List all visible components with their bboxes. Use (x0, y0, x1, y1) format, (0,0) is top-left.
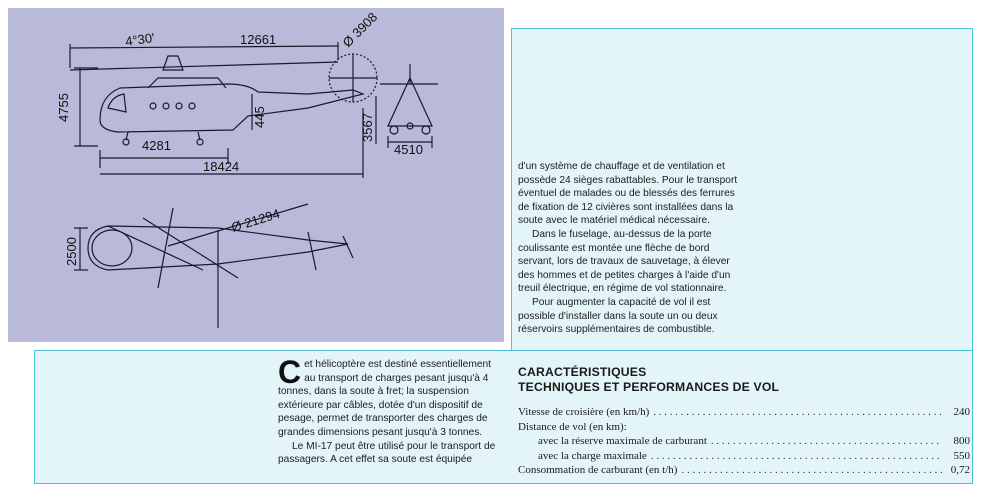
spec-label: avec la réserve maximale de carburant (538, 435, 707, 447)
leader-dots (711, 434, 942, 449)
dim-rotor-tilt: 4°30' (124, 30, 156, 49)
dim-width: 4510 (394, 142, 423, 157)
dim-cabin-height: 445 (252, 106, 267, 128)
spec-label: Vitesse de croisière (en km/h) (518, 406, 650, 418)
spec-row (518, 405, 970, 420)
drop-cap: C (278, 354, 302, 390)
leader-dots (681, 463, 942, 478)
spec-row (518, 420, 970, 435)
dim-overall-length: 18424 (203, 159, 240, 174)
dim-length-rotor: 12661 (240, 32, 277, 47)
dim-tail-rotor-diameter: Ø 3908 (339, 9, 381, 51)
rotor-hub (163, 56, 183, 70)
spec-value: 240 (953, 406, 970, 418)
leader-dots (653, 405, 942, 420)
spec-label: avec la charge maximale (538, 449, 647, 462)
technical-drawing-panel (8, 8, 504, 342)
dim-rotor-diameter: Ø 21294 (229, 205, 282, 235)
intro-paragraph-text: et hélicoptère est destiné essentiellement au transport de charges pesant jusqu'à 4 tonnes, dans la soute à fret; la suspension extérieure par câbles, dotée d'un dispositif de pesage, permet de transporter des charges de grandes dimensions pesant jusqu'à 3 tonnes. (278, 359, 491, 438)
dim-tail-height: 3567 (360, 113, 375, 142)
front-view-fuselage (388, 78, 432, 126)
paragraph: Pour augmenter la capacité de vol il est possible d'installer dans la soute un ou deux réservoirs supplémentaires de combustible. (518, 296, 718, 336)
paragraph: d'un système de chauffage et de ventilation et possède 24 sièges rabattables. Pour le transport éventuel de malades ou de blessés des ferrures de fixation de 12 civières sont installées dans la soute avec le matériel médical nécessaire. (518, 161, 738, 227)
specs-heading (518, 365, 958, 395)
paragraph: Le MI-17 peut être utilisé pour le transport de passagers. A cet effet sa soute est équipée (278, 440, 496, 466)
paragraph: Dans le fuselage, au-dessus de la porte coulissante est montée une flèche de bord servant, lors de travaux de sauvetage, à élever des hommes et de petites charges à l'aide d'un treuil électrique, en régime de vol stationnaire. (518, 228, 731, 295)
spec-row (518, 434, 970, 449)
main-rotor-blade-line (70, 62, 338, 70)
spec-value: 800 (953, 435, 970, 447)
leader-dots (651, 449, 942, 464)
spec-label: Distance de vol (en km): (518, 420, 627, 433)
spec-value: 550 (953, 449, 970, 462)
specs-table (518, 405, 970, 478)
dim-front-length: 4281 (142, 138, 171, 153)
body-text-middle-column (518, 160, 742, 337)
spec-value: 0,72 (950, 464, 970, 476)
cockpit-window (108, 94, 126, 112)
dim-fuselage-width: 2500 (64, 237, 79, 266)
specs-heading-line1: CARACTÉRISTIQUES (518, 365, 647, 379)
helicopter-schematic (8, 8, 504, 342)
fuselage-side (100, 84, 363, 132)
dim-height: 4755 (56, 93, 71, 122)
spec-label: Consommation de carburant (en t/h) (518, 464, 678, 476)
spec-row (518, 449, 970, 464)
specs-heading-line2: TECHNIQUES ET PERFORMANCES DE VOL (518, 380, 780, 394)
intro-paragraph (278, 354, 500, 440)
body-text-intro-column (278, 354, 500, 467)
spec-row (518, 463, 970, 478)
